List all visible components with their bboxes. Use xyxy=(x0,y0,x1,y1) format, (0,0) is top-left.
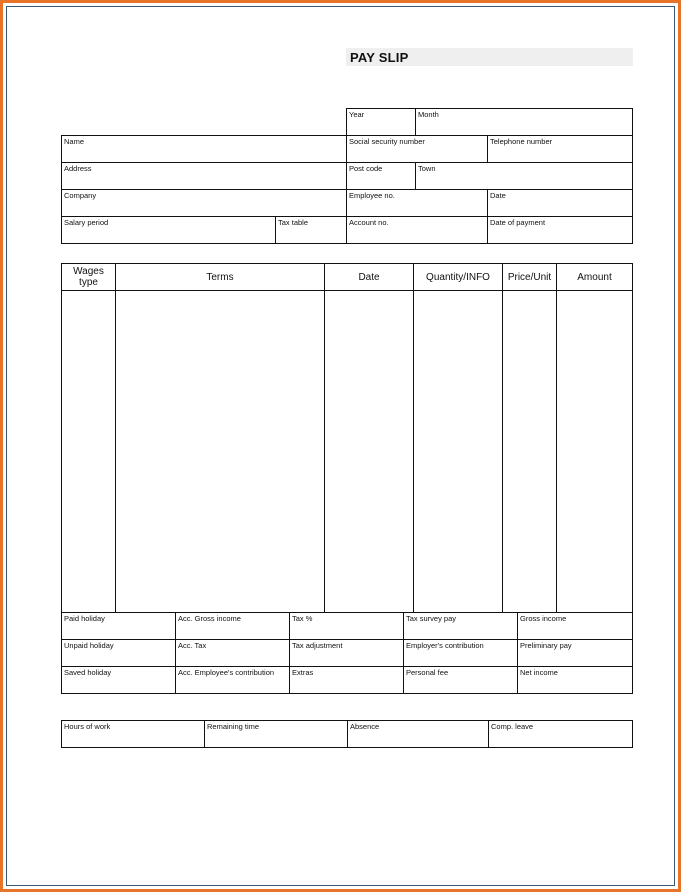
tax-table-field[interactable] xyxy=(275,216,347,244)
absence-field[interactable] xyxy=(347,720,489,748)
net-income-field[interactable] xyxy=(517,666,633,694)
col-header-date: Date xyxy=(324,263,414,291)
col-header-wages-type: Wages type xyxy=(61,263,116,291)
net-income-label: Net income xyxy=(520,668,558,677)
extras-field[interactable] xyxy=(289,666,404,694)
tax-table-label: Tax table xyxy=(278,218,309,227)
account-no-field[interactable] xyxy=(346,216,488,244)
acc-tax-label: Acc. Tax xyxy=(178,641,207,650)
col-divider xyxy=(556,290,557,613)
hours-of-work-label: Hours of work xyxy=(64,722,111,731)
acc-gross-income-label: Acc. Gross income xyxy=(178,614,241,623)
col-divider xyxy=(502,290,503,613)
year-field[interactable] xyxy=(346,108,416,136)
acc-employees-contribution-label: Acc. Employee's contribution xyxy=(178,668,275,677)
acc-employees-contribution-field[interactable] xyxy=(175,666,290,694)
saved-holiday-label: Saved holiday xyxy=(64,668,112,677)
wages-table xyxy=(61,263,633,613)
col-divider xyxy=(413,290,414,613)
col-divider xyxy=(324,290,325,613)
hours-of-work-field[interactable] xyxy=(61,720,205,748)
address-label: Address xyxy=(64,164,92,173)
tax-survey-pay-field[interactable] xyxy=(403,612,518,640)
unpaid-holiday-field[interactable] xyxy=(61,639,176,667)
town-label: Town xyxy=(418,164,436,173)
acc-tax-field[interactable] xyxy=(175,639,290,667)
date-of-payment-field[interactable] xyxy=(487,216,633,244)
preliminary-pay-field[interactable] xyxy=(517,639,633,667)
gross-income-label: Gross income xyxy=(520,614,567,623)
remaining-time-field[interactable] xyxy=(204,720,348,748)
extras-label: Extras xyxy=(292,668,314,677)
post-code-field[interactable] xyxy=(346,162,416,190)
company-label: Company xyxy=(64,191,97,200)
date-label: Date xyxy=(490,191,506,200)
unpaid-holiday-label: Unpaid holiday xyxy=(64,641,114,650)
tax-adjustment-field[interactable] xyxy=(289,639,404,667)
salary-period-label: Salary period xyxy=(64,218,109,227)
preliminary-pay-label: Preliminary pay xyxy=(520,641,572,650)
month-field[interactable] xyxy=(415,108,633,136)
telephone-label: Telephone number xyxy=(490,137,553,146)
gross-income-field[interactable] xyxy=(517,612,633,640)
paid-holiday-label: Paid holiday xyxy=(64,614,105,623)
salary-period-field[interactable] xyxy=(61,216,276,244)
date-field[interactable] xyxy=(487,189,633,217)
name-label: Name xyxy=(64,137,85,146)
page-title: PAY SLIP xyxy=(350,50,409,65)
employee-no-label: Employee no. xyxy=(349,191,395,200)
personal-fee-label: Personal fee xyxy=(406,668,449,677)
social-security-label: Social security number xyxy=(349,137,425,146)
company-field[interactable] xyxy=(61,189,347,217)
col-header-quantity-info: Quantity/INFO xyxy=(413,263,503,291)
date-of-payment-label: Date of payment xyxy=(490,218,546,227)
comp-leave-label: Comp. leave xyxy=(491,722,534,731)
absence-label: Absence xyxy=(350,722,380,731)
personal-fee-field[interactable] xyxy=(403,666,518,694)
account-no-label: Account no. xyxy=(349,218,389,227)
remaining-time-label: Remaining time xyxy=(207,722,260,731)
saved-holiday-field[interactable] xyxy=(61,666,176,694)
address-field[interactable] xyxy=(61,162,347,190)
acc-gross-income-field[interactable] xyxy=(175,612,290,640)
town-field[interactable] xyxy=(415,162,633,190)
col-header-price-unit: Price/Unit xyxy=(502,263,557,291)
tax-percent-field[interactable] xyxy=(289,612,404,640)
tax-percent-label: Tax % xyxy=(292,614,313,623)
telephone-field[interactable] xyxy=(487,135,633,163)
month-label: Month xyxy=(418,110,439,119)
tax-adjustment-label: Tax adjustment xyxy=(292,641,343,650)
col-divider xyxy=(115,290,116,613)
employers-contribution-field[interactable] xyxy=(403,639,518,667)
year-label: Year xyxy=(349,110,365,119)
col-header-amount: Amount xyxy=(556,263,633,291)
paid-holiday-field[interactable] xyxy=(61,612,176,640)
col-header-terms: Terms xyxy=(115,263,325,291)
name-field[interactable] xyxy=(61,135,347,163)
employers-contribution-label: Employer's contribution xyxy=(406,641,484,650)
comp-leave-field[interactable] xyxy=(488,720,633,748)
post-code-label: Post code xyxy=(349,164,383,173)
social-security-field[interactable] xyxy=(346,135,488,163)
employee-no-field[interactable] xyxy=(346,189,488,217)
tax-survey-pay-label: Tax survey pay xyxy=(406,614,457,623)
